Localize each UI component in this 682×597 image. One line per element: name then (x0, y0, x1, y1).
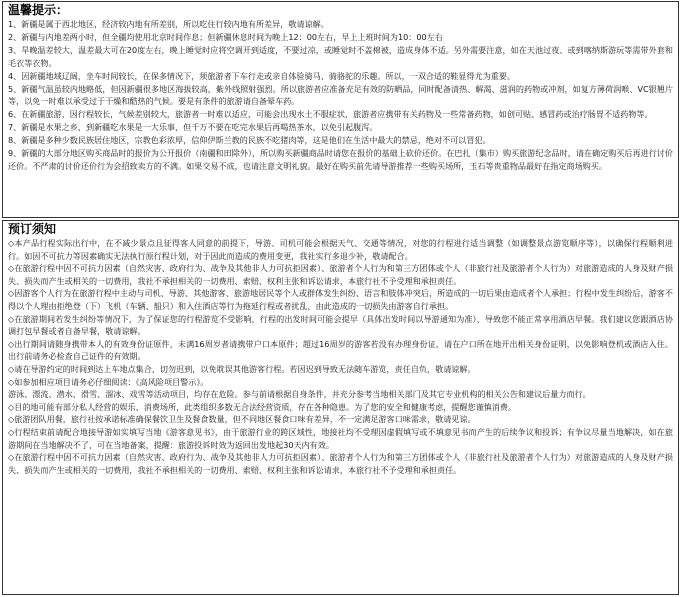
notice-item-1: ◇本产品行程实际出行中，在不减少景点且征得客人同意的前提下，导游、司机可能会根据天气、交通等情况，对您的行程进行适当调整（如调整景点游览顺序等），以确保行程顺利进行。如因不可抗力等因素确实无法执行原行程计划，对于因此而造成的费用变更，我社实行多退少补，敬请配合。 (8, 238, 673, 261)
tips-section (2, 1, 679, 218)
tips-item-5: 5、新疆气温虽较内地略低，但因新疆很多地区海拔较高，紫外线照射强烈。所以旅游者应准备充足有效的防晒品，同时配备清热、解渴、滋润的药物或冲剂，如复方薄荷润喉、VC银翘片等，以免一时难以承受过于干燥和酷热的气候。要是有条件的旅游请自备晕车药。 (8, 83, 673, 107)
notice-item-12: ◇在旅游行程中因不可抗力因素（自然灾害、政府行为、战争及其他非人力可抗拒因素）、旅游者个人行为和第三方团体或个人（非旅行社及旅游者个人行为）对旅游造成的人身及财产损失、损失而产生或相关的一切费用，我社不承担相关的一切费用、索赔、权利主张和诉讼请求，本旅行社不予受理和承担责任。 (8, 452, 673, 475)
notice-item-7: ◇如参加相应项目请务必仔细阅读：《高风险项目警示》。 (8, 376, 209, 387)
tips-title: 温馨提示： (8, 3, 69, 17)
notice-item-5: ◇出行期间请随身携带本人的有效身份证原件，未满16周岁者请携带户口本原件；超过16周岁的游客若没有办理身份证，请在户口所在地开出相关身份证明，以免影响登机或酒店入住。出行前请务必检查自己证件的有效期。 (8, 338, 673, 362)
notice-item-9: ◇目的地可能有部分私人经营的娱乐、消费场所，此类组织多数无合法经营资质，存在各种隐患。为了您的安全和健康考虑，提醒您谨慎消费。 (8, 401, 517, 412)
notice-item-2: ◇在旅游行程中因不可抗力因素（自然灾害、政府行为、战争及其他非人力可抗拒因素）、旅游者个人行为和第三方团体或个人（非旅行社及旅游者个人行为）对旅游造成的人身及财产损失、损失而产生或相关的一切费用，我社不承担相关的一切费用、索赔、权利主张和诉讼请求，本旅行社不予受理和承担责任。 (8, 263, 673, 286)
notice-item-6: ◇请在导游约定的时间到达上车地点集合，切勿迟到，以免耽误其他游客行程。若因迟到导致无法随车游览，责任自负，敬请谅解。 (8, 363, 476, 374)
booking-notice-section (2, 220, 679, 595)
notice-item-11: ◇行程结束前请配合地接导游如实填写当地《游客意见书》，由于旅游行业的跨区域性，地接社均不受理因虚假填写或不填意见书而产生的后续争议和投诉；有争议尽量当地解决，如在旅游期间在当地解决不了，可在当地备案，提醒：旅游投诉时效为返回出发地起30天内有效。 (8, 426, 673, 450)
tips-item-2: 2、新疆与内地差两小时，但全疆均使用北京时间作息；但新疆休息时间为晚上12：00左右，早上上班时间为10：00左右 (8, 31, 443, 42)
notice-item-4: ◇在旅游期间若发生纠纷等情况下，为了保证您的行程游览不受影响，行程的出发时间可能会提早（具体出发时间以导游通知为准），导致您不能正常享用酒店早餐。我们建议您跟酒店协调打包早餐或者自备早餐，敬请谅解。 (8, 313, 673, 337)
tips-item-4: 4、因新疆地域辽阔，坐车时间较长，在保多情况下，须旅游者下车行走或亲自体验骑马、骑骆驼的乐趣。所以，一双合适的鞋显得尤为重要。 (8, 70, 515, 81)
tips-item-8: 8、新疆是多种少数民族居住地区，宗教色彩浓厚，信仰伊斯兰教的民族不吃猪肉等，这是他们在生活中最大的禁忌，绝对不可以冒犯。 (8, 135, 491, 146)
tips-item-6: 6、在新疆旅游，因行程较长，气候差别较大，旅游者一时难以适应，可能会出现水土不服症状，旅游者应携带有关药物及一些常备药物，如创可贴、感冒药或治疗肠胃不适药物等。 (8, 109, 653, 120)
tips-item-3: 3、旱晚温差较大，温差最大可在20度左右，晚上睡觉时应将空调开到适度，不要过凉，或睡觉时不盖棉被，造成身体不适。另外需要注意，如在天池过夜、或到喀纳斯游玩等需带外套和毛衣等衣物。 (8, 44, 673, 68)
notice-item-10: ◇旅游团队用餐，旅行社按承诺标准确保餐饮卫生及餐食数量，但不同地区餐食口味有差异，不一定满足游客口味需求，敬请见谅。 (8, 414, 476, 425)
tips-item-7: 7、新疆是水果之乡，到新疆吃水果是一大乐事，但千万不要在吃完水果后再喝热茶水，以免引起腹泻。 (8, 122, 378, 133)
notice-item-3: ◇因游客个人行为在旅游行程中主动与司机、导游、其他游客、旅游地居民等个人或群体发生纠纷、语言和肢体冲突后，所造成的一切后果由造成者个人承担；行程中发生纠纷后，游客不得以个人理由拒绝登（下）飞机（车辆、船只）和入住酒店等行为拖延行程或者扰乱，由此造成的一切损失由游客自行承担。 (8, 288, 673, 311)
notice-title: 预订须知 (8, 222, 57, 236)
tips-item-1: 1、新疆是属于西北地区，经济较内地有所差别，所以吃住行较内地有所差异，敬请谅解。 (8, 19, 329, 29)
notice-item-8: 游泳、漂流、潜水、滑雪、溜冰、戏雪等活动项目，均存在危险。参与前请根据自身条件，并充分参考当地相关部门及其它专业机构的相关公告和建议后量力而行。 (8, 389, 591, 400)
tips-item-9: 9、新疆的大部分地区购买商品时的报价为公开报价（南疆和田除外），所以购买新疆商品时请您在报价的基础上砍价还价。在巴扎（集市）购买旅游纪念品时，请在确定购买后再进行讨价还价。不严肃的讨价还价行为会招致卖方的不满。如果交易不成，也请注意文明礼貌。最好在购买前先请导游推荐一些购买场所，玉石等贵重物品最好在指定商场购买。 (8, 148, 673, 171)
